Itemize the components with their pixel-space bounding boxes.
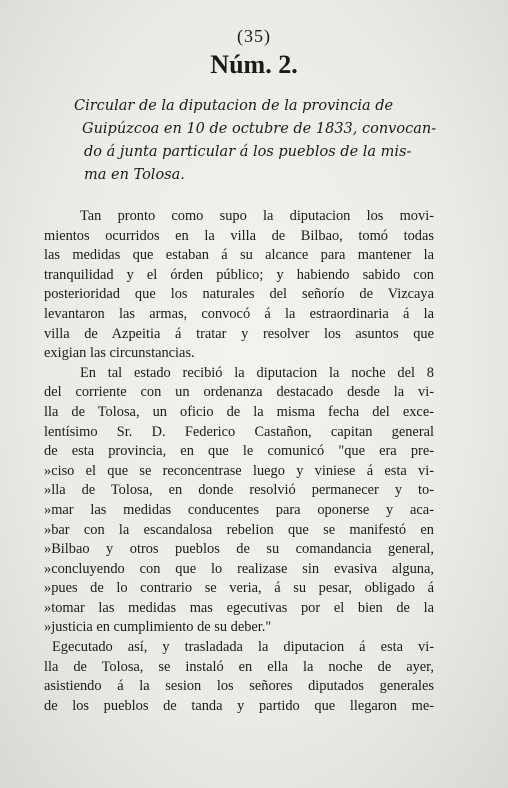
text-line: En tal estado recibió la diputacion la noche del 8 [80, 364, 434, 381]
heading-line: do á junta particular á los pueblos de la mis- [84, 144, 412, 160]
page-number: (35) [237, 26, 271, 46]
text-line: lla de Tolosa, se instaló en ella la noche de ayer, [44, 658, 434, 675]
circular-heading [74, 95, 437, 187]
text-line: Egecutado así, y trasladada la diputacion á esta vi- [52, 639, 434, 656]
heading-line: Circular de la diputacion de la provincia de [74, 98, 394, 114]
text-line: »ciso el que se reconcentrase luego y viniese á esta vi- [44, 462, 434, 479]
text-line: posterioridad que los naturales del señorío de Vizcaya [44, 286, 434, 303]
text-line: del corriente con un ordenanza destacado desde la vi- [44, 384, 434, 401]
text-line: »Bilbao y otros pueblos de su comandancia general, [44, 541, 434, 558]
text-line: Tan pronto como supo la diputacion los movi- [80, 208, 434, 224]
heading-line: Guipúzcoa en 10 de octubre de 1833, convocan- [82, 121, 437, 137]
text-line: »bar con la escandalosa rebelion que se manifestó en [44, 521, 434, 538]
text-line: tranquilidad y el órden público; y habiendo sabido con [44, 266, 434, 283]
text-line: mientos ocurridos en la villa de Bilbao, tomó todas [44, 227, 434, 244]
body-text [44, 207, 434, 716]
text-line: »lla de Tolosa, en donde resolvió permanecer y to- [44, 482, 434, 499]
text-line: lla de Tolosa, un oficio de la misma fecha del exce- [44, 403, 434, 420]
text-line: villa de Azpeitia á tratar y resolver los asuntos que [44, 325, 434, 342]
document-number-title: Núm. 2. [210, 50, 298, 79]
heading-line: ma en Tolosa. [84, 167, 185, 183]
text-line: de esta provincia, en que le comunicó "que era pre- [44, 443, 434, 460]
text-line: »tomar las medidas mas egecutivas por el bien de la [44, 599, 434, 616]
text-line: »justicia en cumplimiento de su deber." [44, 619, 272, 636]
text-line: exigian las circunstancias. [44, 345, 195, 362]
text-line: »pues de lo contrario se veria, á su pesar, obligado á [44, 580, 434, 597]
text-line: asistiendo á la sesion los señores diputados generales [44, 678, 434, 695]
text-line: de los pueblos de tanda y partido que llegaron me- [44, 697, 434, 714]
text-line: lentísimo Sr. D. Federico Castañon, capitan general [44, 423, 434, 440]
text-line: »mar las medidas conducentes para oponerse y aca- [44, 501, 434, 518]
text-line: levantaron las armas, convocó á la estraordinaria á la [44, 305, 434, 322]
text-line: las medidas que estaban á su alcance para mantener la [44, 247, 434, 264]
text-line: »concluyendo con que lo realizase sin evasiva alguna, [44, 560, 434, 577]
